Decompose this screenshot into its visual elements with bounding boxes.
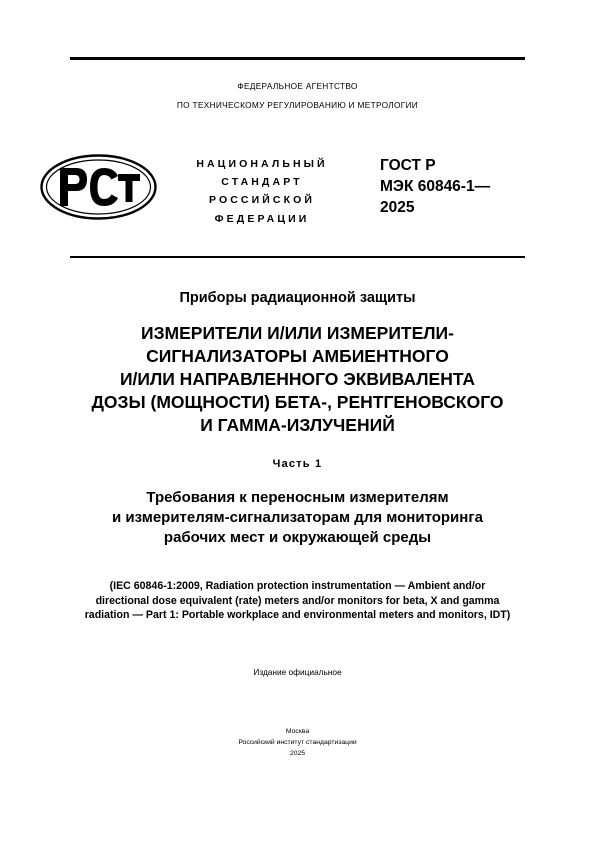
subtitle-line: рабочих мест и окружающей среды	[163, 529, 432, 546]
part-label: Часть 1	[272, 458, 323, 470]
imprint-publisher: Российский институт стандартизации	[238, 739, 357, 746]
national-standard-line: ФЕДЕРАЦИИ	[214, 212, 310, 225]
national-standard-line: СТАНДАРТ	[221, 176, 303, 189]
iec-line: radiation — Part 1: Portable workplace and environmental meters and monitors, IDT)	[84, 609, 511, 622]
title-line: ИЗМЕРИТЕЛИ И/ИЛИ ИЗМЕРИТЕЛИ-	[141, 323, 454, 343]
national-standard-line: РОССИЙСКОЙ	[209, 194, 315, 207]
subject-heading: Приборы радиационной защиты	[179, 290, 416, 306]
document-subtitle	[20, 488, 575, 548]
national-standard-label	[182, 155, 342, 228]
designation-line: МЭК 60846-1—	[380, 178, 491, 195]
standard-designation	[380, 155, 490, 218]
middle-rule	[70, 256, 525, 258]
edition-label: Издание официальное	[253, 667, 342, 677]
agency-line-1: ФЕДЕРАЛЬНОЕ АГЕНТСТВО	[237, 81, 358, 91]
iec-reference	[20, 579, 575, 623]
subtitle-line: и измерителям-сигнализаторам для мониторинга	[112, 509, 483, 526]
imprint-city: Москва	[285, 728, 310, 735]
rst-certification-mark-icon	[40, 154, 157, 220]
title-line: И ГАММА-ИЗЛУЧЕНИЙ	[200, 415, 395, 435]
imprint-year: 2025	[289, 750, 306, 757]
document-title	[20, 322, 575, 437]
agency-line-2: ПО ТЕХНИЧЕСКОМУ РЕГУЛИРОВАНИЮ И МЕТРОЛОГИИ	[176, 100, 419, 110]
designation-line: ГОСТ Р	[380, 157, 436, 174]
title-line: СИГНАЛИЗАТОРЫ АМБИЕНТНОГО	[146, 346, 449, 366]
designation-line: 2025	[380, 199, 415, 216]
national-standard-line: НАЦИОНАЛЬНЫЙ	[196, 158, 328, 170]
iec-line: directional dose equivalent (rate) meters and/or monitors for beta, X and gamma	[95, 594, 500, 607]
title-line: И/ИЛИ НАПРАВЛЕННОГО ЭКВИВАЛЕНТА	[119, 369, 476, 389]
iec-line: (IEC 60846-1:2009, Radiation protection instrumentation — Ambient and/or	[109, 580, 486, 592]
imprint	[0, 726, 595, 759]
subtitle-line: Требования к переносным измерителям	[146, 489, 449, 506]
top-rule	[70, 57, 525, 60]
title-line: ДОЗЫ (МОЩНОСТИ) БЕТА-, РЕНТГЕНОВСКОГО	[91, 392, 504, 412]
